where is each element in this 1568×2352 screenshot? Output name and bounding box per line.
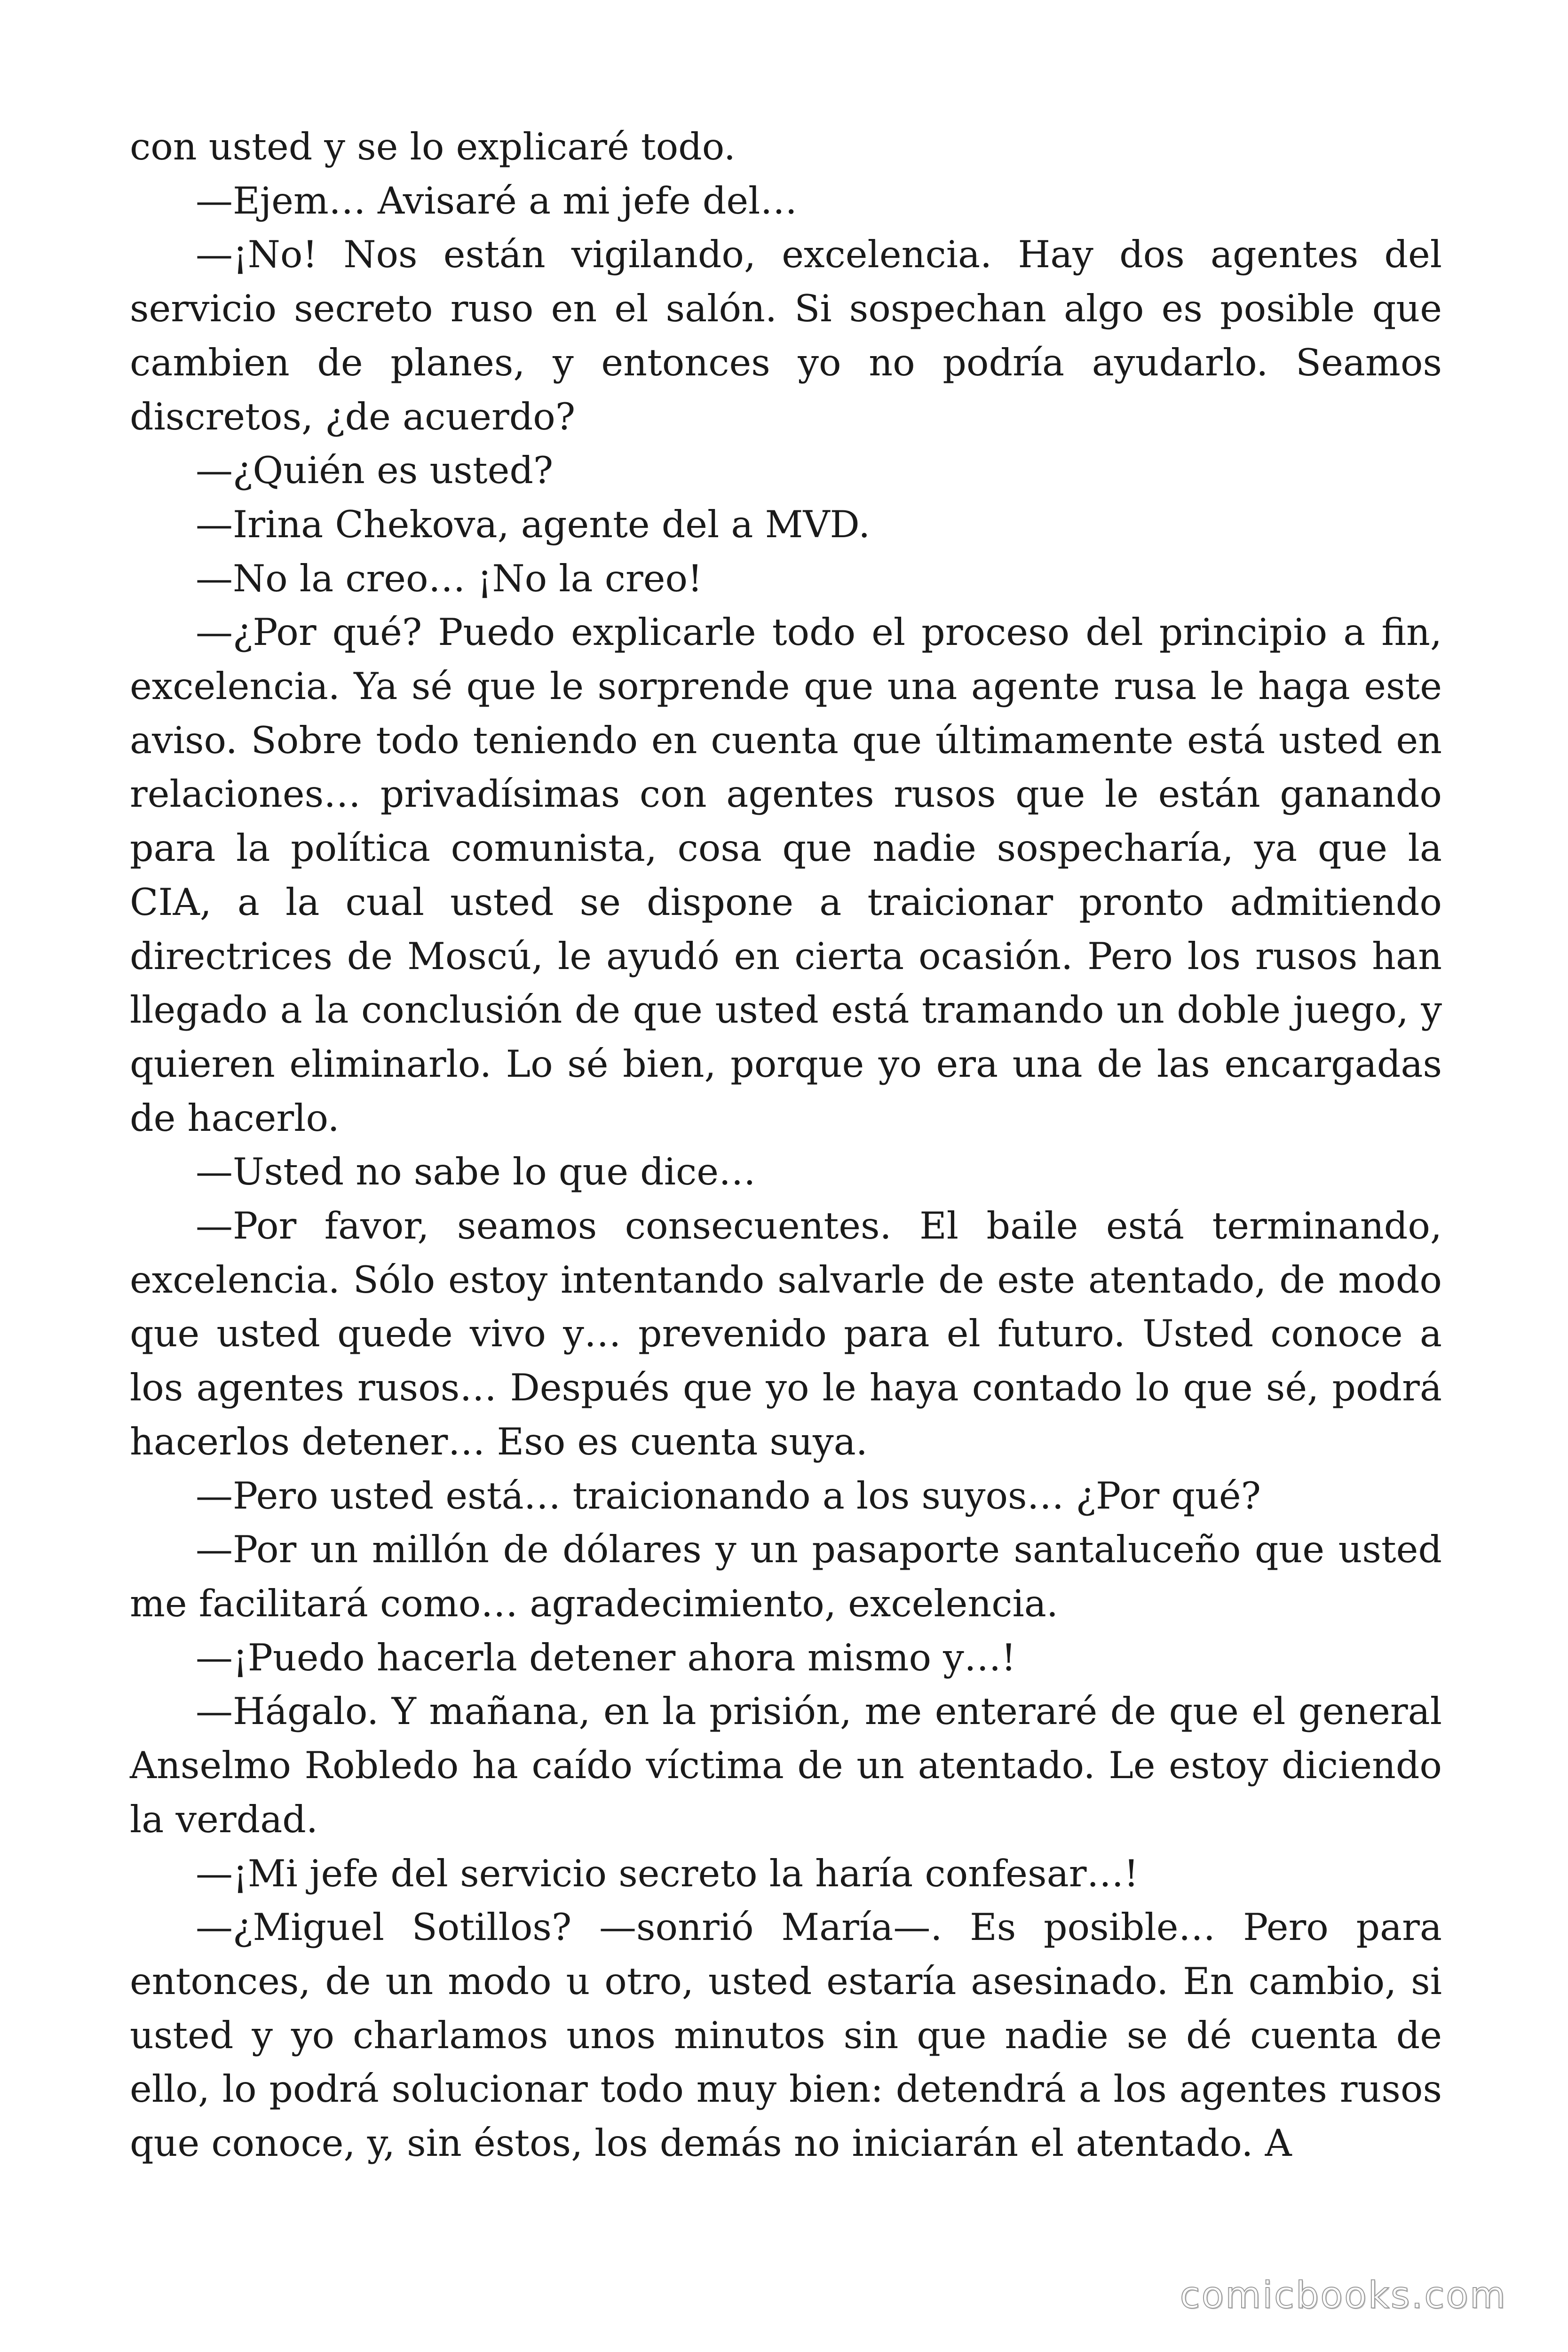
paragraph: —No la creo… ¡No la creo! [196, 556, 703, 600]
paragraph: —Por un millón de dólares y un pasaporte santaluceño que usted me facilitará como… agradecimiento, excelencia. [130, 1528, 1442, 1625]
paragraph: —¿Miguel Sotillos? —sonrió María—. Es posible… Pero para entonces, de un modo u otro, usted estaría asesinado. En cambio, si usted y yo charlamos unos minutos sin que nadie se dé cuenta de ello, lo podrá solucionar todo muy bien: detendrá a los agentes rusos que conoce, y, sin éstos, los demás no iniciarán el atentado. A [130, 1906, 1442, 2165]
paragraph: —Ejem… Avisaré a mi jefe del… [196, 179, 798, 222]
page-body [130, 120, 1442, 2170]
paragraph: —¡Mi jefe del servicio secreto la haría confesar…! [196, 1851, 1139, 1895]
paragraph: —Usted no sabe lo que dice… [196, 1150, 756, 1194]
paragraph: con usted y se lo explicaré todo. [130, 125, 736, 168]
paragraph: —Por favor, seamos consecuentes. El baile está terminando, excelencia. Sólo estoy intentando salvarle de este atentado, de modo que usted quede vivo y… prevenido para el futuro. Usted conoce a los agentes rusos… Después que yo le haya contado lo que sé, podrá hacerlos detener… Eso es cuenta suya. [130, 1204, 1442, 1463]
paragraph: —¿Quién es usted? [196, 449, 554, 493]
paragraph: —¡No! Nos están vigilando, excelencia. Hay dos agentes del servicio secreto ruso en el salón. Si sospechan algo es posible que cambien de planes, y entonces yo no podría ayudarlo. Seamos discretos, ¿de acuerdo? [130, 233, 1442, 438]
paragraph: —Irina Chekova, agente del a MVD. [196, 502, 871, 546]
paragraph: —¿Por qué? Puedo explicarle todo el proceso del principio a fin, excelencia. Ya sé que le sorprende que una agente rusa le haga este aviso. Sobre todo teniendo en cuenta que últimamente está usted en relaciones… privadísimas con agentes rusos que le están ganando para la política comunista, cosa que nadie sospecharía, ya que la CIA, a la cual usted se dispone a traicionar pronto admitiendo directrices de Moscú, le ayudó en cierta ocasión. Pero los rusos han llegado a la conclusión de que usted está tramando un doble juego, y quieren eliminarlo. Lo sé bien, porque yo era una de las encargadas de hacerlo. [130, 611, 1442, 1140]
watermark: comicbooks.com [1180, 2274, 1507, 2317]
paragraph: —Pero usted está… traicionando a los suyos… ¿Por qué? [196, 1474, 1261, 1518]
paragraph: —¡Puedo hacerla detener ahora mismo y…! [196, 1636, 1016, 1679]
paragraph: —Hágalo. Y mañana, en la prisión, me enteraré de que el general Anselmo Robledo ha caído víctima de un atentado. Le estoy diciendo la verdad. [130, 1690, 1442, 1841]
